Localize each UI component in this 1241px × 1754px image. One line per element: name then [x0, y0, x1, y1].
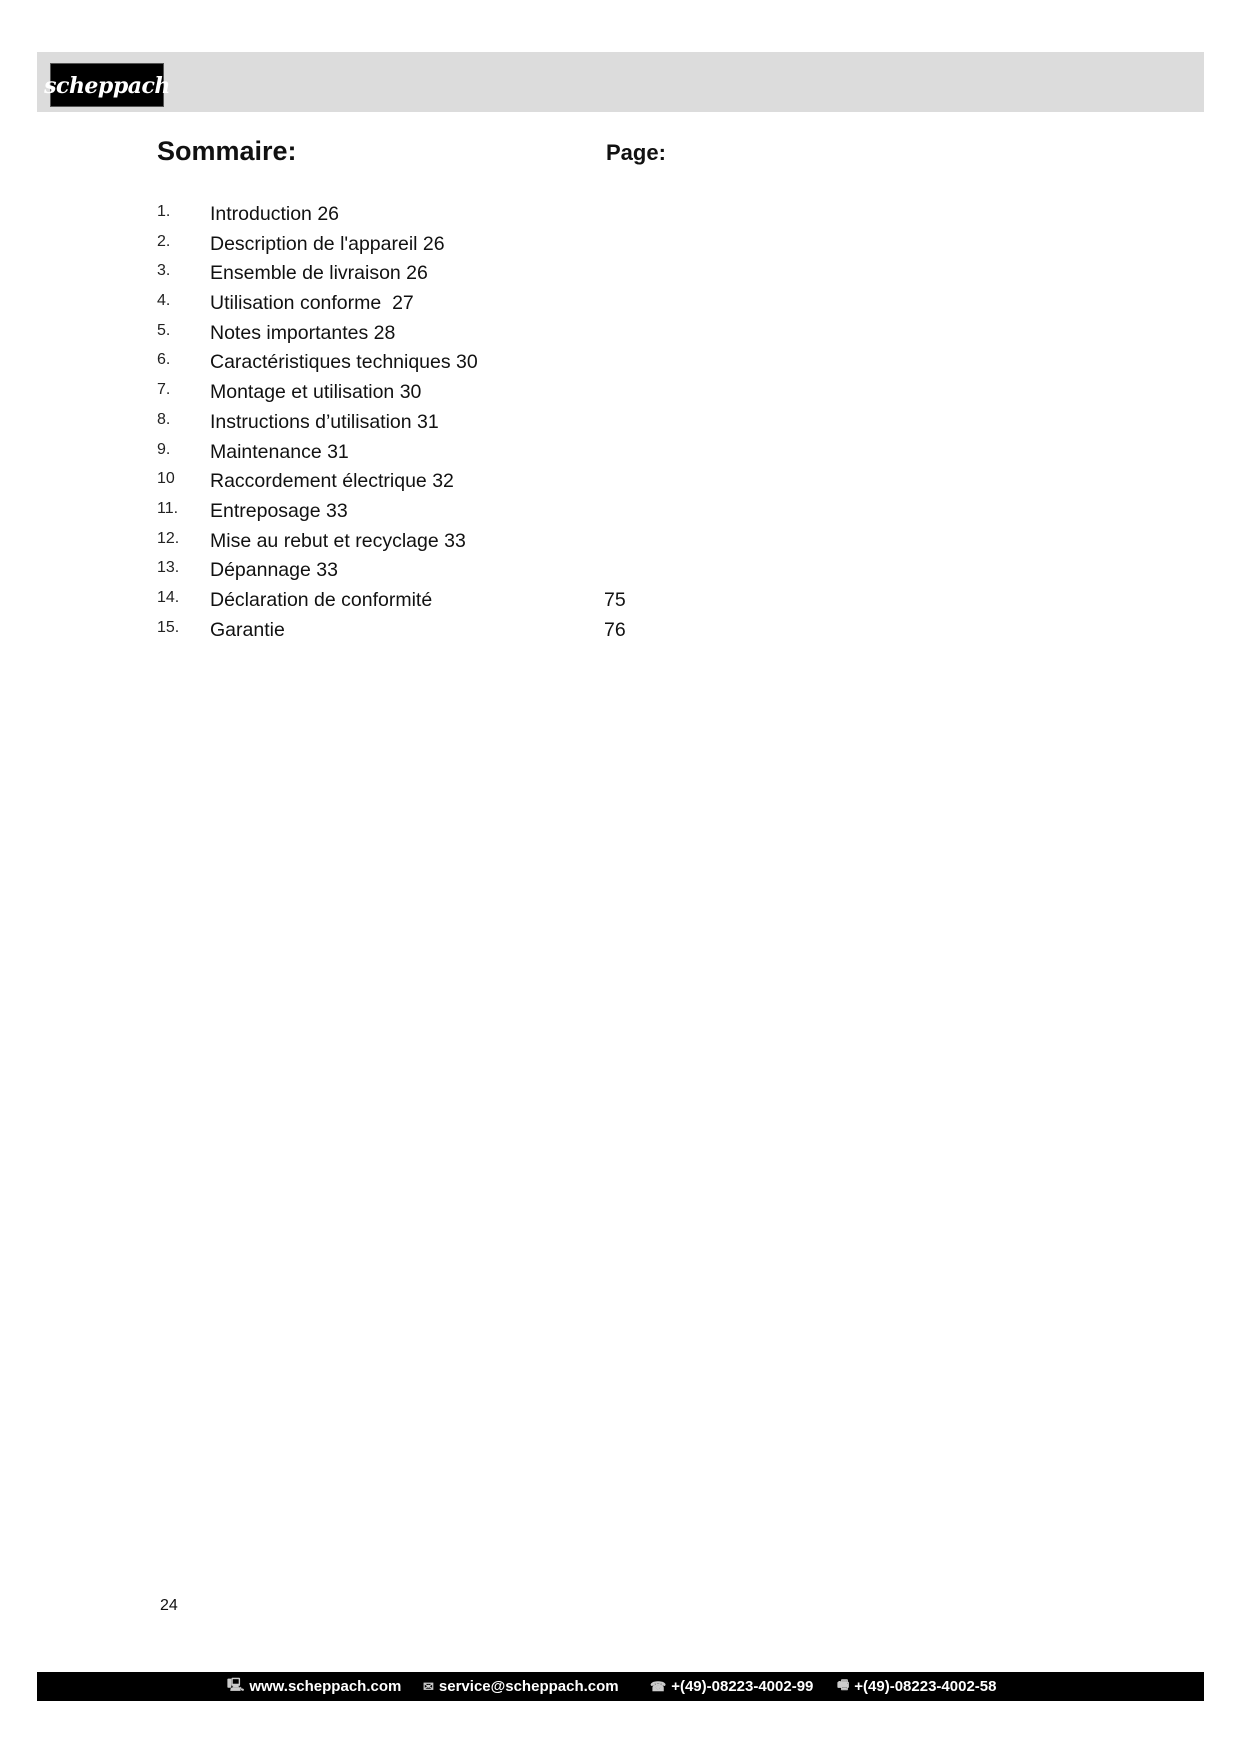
toc-item[interactable] — [157, 497, 717, 527]
page-number: 24 — [160, 1597, 178, 1614]
toc-item-number: 11. — [157, 499, 179, 517]
toc-item-number: 4. — [157, 292, 171, 310]
toc-item-label: Description de l'appareil 26 — [210, 232, 445, 255]
toc-item-number: 15. — [157, 618, 180, 636]
toc-item[interactable] — [157, 289, 717, 319]
toc-item[interactable] — [157, 378, 717, 408]
toc-item-number: 2. — [157, 232, 171, 250]
toc-item-page: 75 — [604, 588, 626, 611]
toc-item-number: 9. — [157, 440, 171, 458]
toc-item[interactable] — [157, 586, 717, 616]
toc-item[interactable] — [157, 348, 717, 378]
logo-wordmark — [44, 67, 170, 103]
computer-icon: 🖳 — [227, 1676, 245, 1692]
telephone-icon: ☎ — [650, 1678, 667, 1694]
footer-fax — [837, 1672, 996, 1701]
phone-number: +(49)-08223-4002-99 — [671, 1678, 814, 1695]
scheppach-logo — [44, 63, 170, 107]
footer-bar — [37, 1672, 1204, 1701]
toc-item-number: 10 — [157, 470, 175, 488]
toc-item-label: Ensemble de livraison 26 — [210, 262, 428, 285]
toc-item[interactable] — [157, 438, 717, 468]
toc-title: Sommaire: — [157, 136, 297, 166]
toc-item-number: 3. — [157, 262, 171, 280]
toc-item-label: Dépannage 33 — [210, 559, 338, 582]
toc-item-number: 6. — [157, 351, 171, 369]
toc-item-label: Instructions d’utilisation 31 — [210, 410, 439, 433]
page-column-heading: Page: — [606, 140, 666, 165]
toc-item-number: 1. — [157, 203, 171, 220]
fax-number: +(49)-08223-4002-58 — [854, 1678, 997, 1695]
toc-item-label: Introduction 26 — [210, 203, 340, 225]
toc-item-label: Déclaration de conformité — [210, 588, 433, 611]
toc-item-label: Utilisation conforme 27 — [210, 292, 414, 315]
toc-item-label: Caractéristiques techniques 30 — [210, 351, 478, 374]
toc-item[interactable] — [157, 527, 717, 557]
toc-item[interactable] — [157, 230, 717, 260]
toc-item-number: 12. — [157, 529, 180, 547]
toc-item-label: Entreposage 33 — [210, 499, 348, 522]
footer-phone — [650, 1672, 813, 1701]
toc-item[interactable] — [157, 259, 717, 289]
table-of-contents — [157, 200, 717, 645]
toc-item[interactable] — [157, 556, 717, 586]
toc-item-label: Notes importantes 28 — [210, 321, 396, 344]
fax-icon: 🖷 — [837, 1676, 850, 1692]
toc-item-label: Raccordement électrique 32 — [210, 470, 454, 493]
footer-website[interactable] — [227, 1672, 401, 1701]
toc-item[interactable] — [157, 408, 717, 438]
toc-item-label: Montage et utilisation 30 — [210, 381, 422, 404]
toc-item[interactable] — [157, 467, 717, 497]
toc-item[interactable] — [157, 319, 717, 349]
toc-item-label: Mise au rebut et recyclage 33 — [210, 529, 466, 552]
toc-item-page: 76 — [604, 618, 626, 641]
toc-item-label: Garantie — [210, 618, 285, 641]
toc-item-number: 8. — [157, 410, 171, 428]
toc-item-number: 14. — [157, 588, 180, 606]
envelope-icon: ✉ — [423, 1678, 434, 1694]
toc-item-label: Maintenance 31 — [210, 440, 349, 463]
svg-text:scheppach: scheppach — [44, 73, 170, 99]
header-bar — [37, 52, 1204, 112]
toc-item[interactable] — [157, 616, 717, 646]
footer-email[interactable] — [423, 1672, 619, 1701]
toc-item-number: 5. — [157, 321, 171, 339]
toc-item-number: 7. — [157, 381, 171, 399]
toc-item[interactable] — [157, 200, 717, 230]
toc-item-number: 13. — [157, 559, 180, 577]
website-link[interactable]: www.scheppach.com — [249, 1678, 402, 1695]
email-link[interactable]: service@scheppach.com — [438, 1678, 619, 1695]
